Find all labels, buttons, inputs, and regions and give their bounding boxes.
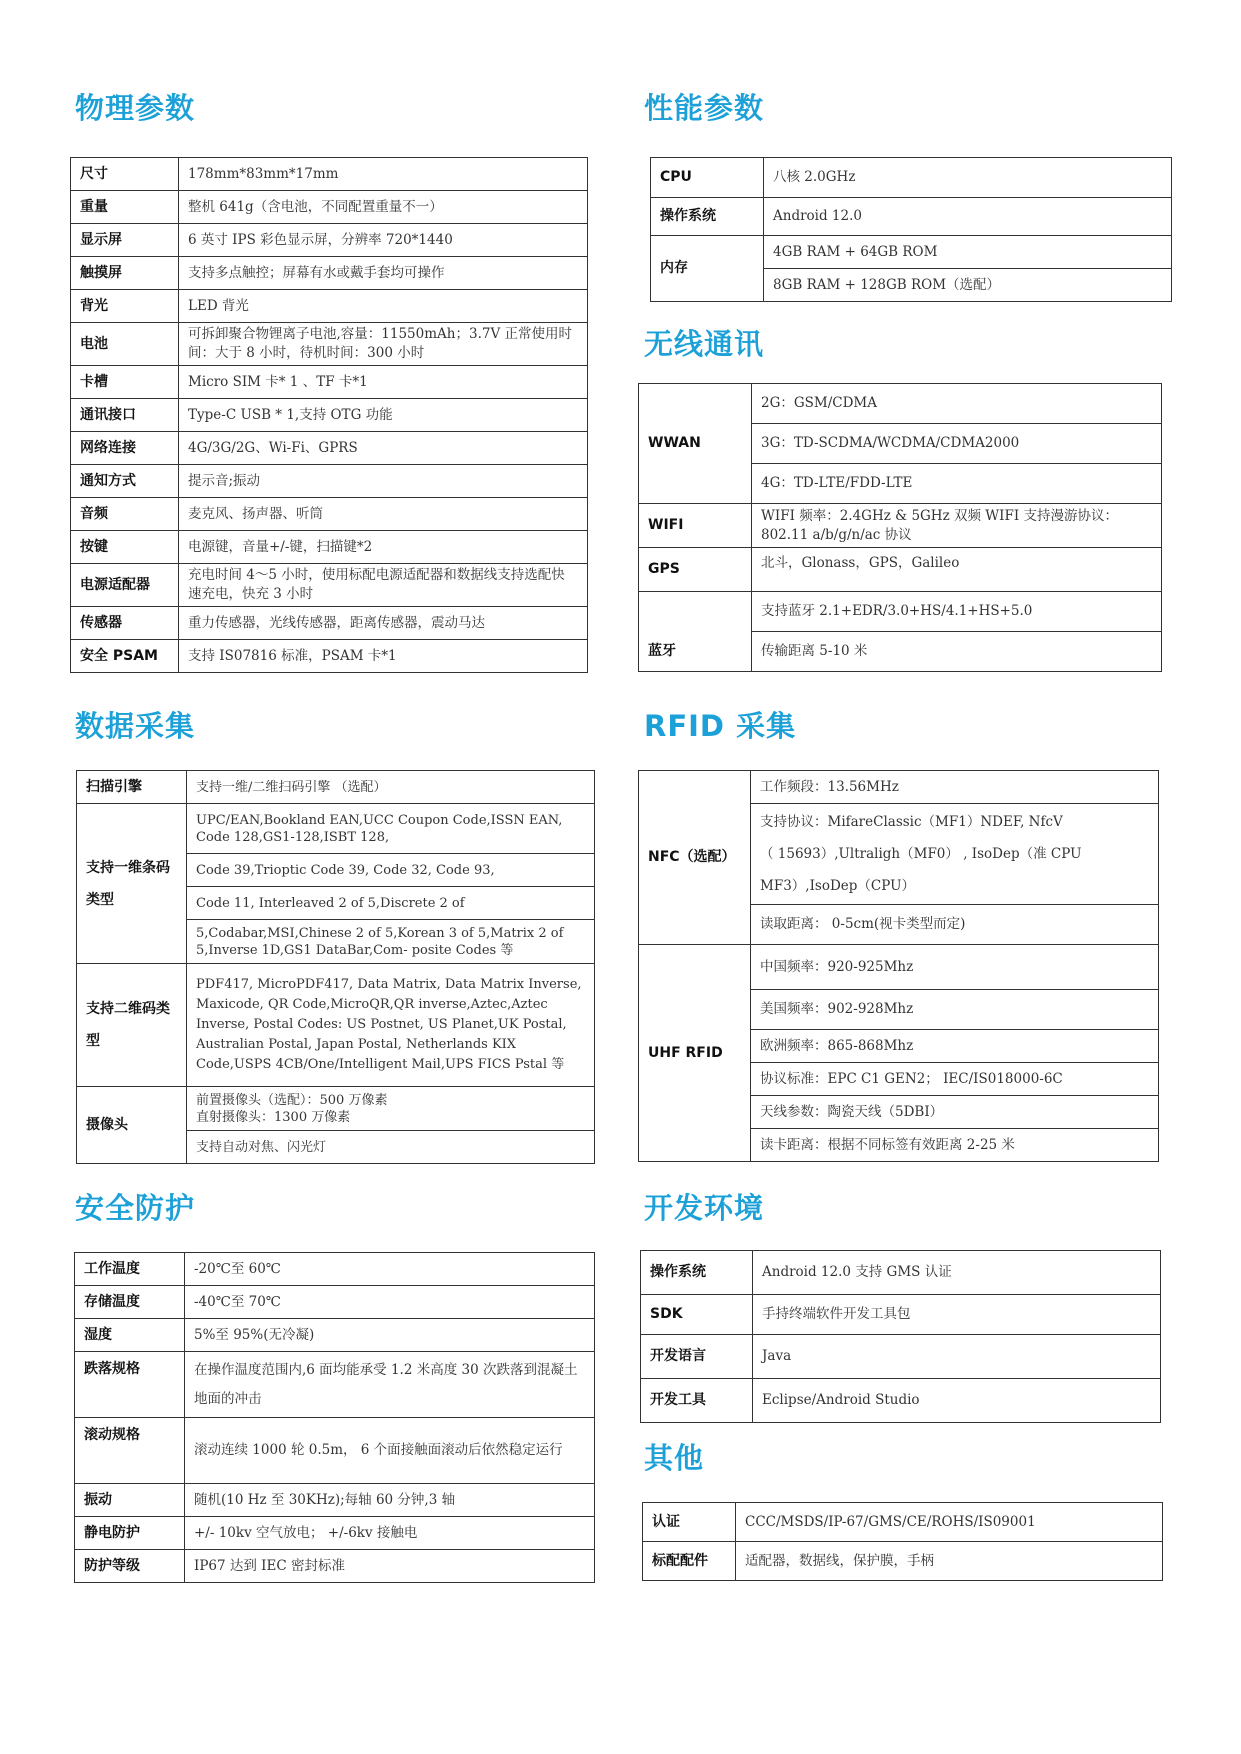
row-key: 滚动规格 [75, 1418, 185, 1484]
row-value: 读取距离： 0-5cm(视卡类型而定) [751, 905, 1159, 945]
row-value: 8GB RAM + 128GB ROM（选配） [764, 269, 1172, 302]
row-value: 2G：GSM/CDMA [752, 384, 1162, 424]
row-key: WWAN [639, 384, 752, 504]
row-key: 操作系统 [651, 198, 764, 236]
row-key: GPS [639, 548, 752, 592]
row-value: 整机 641g（含电池，不同配置重量不一） [179, 191, 588, 224]
row-key: 音频 [71, 498, 179, 531]
row-key: UHF RFID [639, 945, 751, 1162]
row-key: 尺寸 [71, 158, 179, 191]
performance-table [650, 157, 1172, 302]
row-key: 振动 [75, 1484, 185, 1517]
row-key: 卡槽 [71, 366, 179, 399]
table-row [71, 158, 588, 191]
row-value: 支持一维/二维扫码引擎 （选配） [187, 771, 595, 804]
row-key: 蓝牙 [639, 592, 752, 672]
section-title-safety: 安全防护 [75, 1191, 196, 1225]
table-row [71, 531, 588, 564]
row-key: 安全 PSAM [71, 640, 179, 673]
row-value: IP67 达到 IEC 密封标准 [185, 1550, 595, 1583]
row-key: 支持一维条码类型 [77, 804, 187, 964]
row-value [751, 804, 1159, 905]
row-value: 手持终端软件开发工具包 [753, 1295, 1161, 1335]
physical-table [70, 157, 588, 673]
row-value: 滚动连续 1000 轮 0.5m， 6 个面接触面滚动后依然稳定运行 [185, 1418, 595, 1484]
table-row [75, 1352, 595, 1418]
table-row [643, 1542, 1163, 1581]
row-key: 通讯接口 [71, 399, 179, 432]
devenv-table [640, 1250, 1161, 1423]
table-row [71, 290, 588, 323]
row-value: UPC/EAN,Bookland EAN,UCC Coupon Code,ISSN EAN, Code 128,GS1-128,ISBT 128, [187, 804, 595, 854]
row-value: CCC/MSDS/IP-67/GMS/CE/ROHS/IS09001 [736, 1503, 1163, 1542]
camera-front: 前置摄像头（选配）：500 万像素 [196, 1092, 388, 1108]
row-key: 按键 [71, 531, 179, 564]
row-value: 欧洲频率：865-868Mhz [751, 1030, 1159, 1063]
row-key: 支持二维码类型 [77, 964, 187, 1087]
table-row [75, 1418, 595, 1484]
table-row [71, 323, 588, 366]
row-value: 麦克风、扬声器、听筒 [179, 498, 588, 531]
row-value: Android 12.0 支持 GMS 认证 [753, 1251, 1161, 1295]
table-row [75, 1517, 595, 1550]
row-value: 工作频段：13.56MHz [751, 771, 1159, 804]
table-row [75, 1484, 595, 1517]
row-key: 认证 [643, 1503, 736, 1542]
row-value: 在操作温度范围内,6 面均能承受 1.2 米高度 30 次跌落到混凝土地面的冲击 [185, 1352, 595, 1418]
row-value: Code 11, Interleaved 2 of 5,Discrete 2 of [187, 887, 595, 920]
row-key: 背光 [71, 290, 179, 323]
row-key: 存储温度 [75, 1286, 185, 1319]
row-value: 4GB RAM + 64GB ROM [764, 236, 1172, 269]
row-value: +/- 10kv 空气放电； +/-6kv 接触电 [185, 1517, 595, 1550]
row-value: -20℃至 60℃ [185, 1253, 595, 1286]
table-row [71, 564, 588, 607]
row-key: NFC（选配） [639, 771, 751, 945]
row-value: 天线参数：陶瓷天线（5DBI） [751, 1096, 1159, 1129]
table-row [71, 465, 588, 498]
row-value: 读卡距离：根据不同标签有效距离 2-25 米 [751, 1129, 1159, 1162]
table-row [75, 1286, 595, 1319]
row-value: 提示音;振动 [179, 465, 588, 498]
row-value: Code 39,Trioptic Code 39, Code 32, Code 93, [187, 854, 595, 887]
safety-table [74, 1252, 595, 1583]
row-value: PDF417, MicroPDF417, Data Matrix, Data Matrix Inverse, Maxicode, QR Code,MicroQR,QR inverse,Aztec,Aztec Inverse, Postal Codes: US Postnet, US Planet,UK Postal, Australian Postal, Japan Postal, Netherlands KIX Code,USPS 4CB/One/Intelligent Mail,UPS FICS Pstal 等 [187, 964, 595, 1087]
row-value: Eclipse/Android Studio [753, 1379, 1161, 1423]
row-value: 可拆卸聚合物锂离子电池,容量：11550mAh；3.7V 正常使用时间：大于 8 小时，待机时间：300 小时 [179, 323, 588, 366]
row-value: LED 背光 [179, 290, 588, 323]
row-value: 北斗，Glonass，GPS，Galileo [752, 548, 1162, 592]
section-title-physical: 物理参数 [75, 91, 196, 125]
row-value: 支持蓝牙 2.1+EDR/3.0+HS/4.1+HS+5.0 [752, 592, 1162, 632]
row-value: 支持 IS07816 标准，PSAM 卡*1 [179, 640, 588, 673]
data-capture-table [76, 770, 595, 1164]
table-row [71, 640, 588, 673]
camera-rear: 直射摄像头：1300 万像素 [196, 1109, 351, 1125]
table-row [71, 191, 588, 224]
row-key: 通知方式 [71, 465, 179, 498]
row-value [187, 1087, 595, 1131]
row-value: Type-C USB * 1,支持 OTG 功能 [179, 399, 588, 432]
row-value: 重力传感器，光线传感器，距离传感器，震动马达 [179, 607, 588, 640]
row-value: 充电时间 4～5 小时，使用标配电源适配器和数据线支持选配快速充电，快充 3 小时 [179, 564, 588, 607]
row-value: 支持多点触控；屏幕有水或戴手套均可操作 [179, 257, 588, 290]
table-row [75, 1253, 595, 1286]
row-value: Java [753, 1335, 1161, 1379]
table-row [71, 607, 588, 640]
table-row [643, 1503, 1163, 1542]
row-value: 八核 2.0GHz [764, 158, 1172, 198]
row-value: -40℃至 70℃ [185, 1286, 595, 1319]
row-key: SDK [641, 1295, 753, 1335]
table-row [641, 1295, 1161, 1335]
row-key: CPU [651, 158, 764, 198]
row-value: 适配器，数据线，保护膜，手柄 [736, 1542, 1163, 1581]
section-title-performance: 性能参数 [644, 91, 765, 125]
row-key: 电源适配器 [71, 564, 179, 607]
row-key: 湿度 [75, 1319, 185, 1352]
row-value: Micro SIM 卡* 1 、TF 卡*1 [179, 366, 588, 399]
section-title-data-capture: 数据采集 [75, 709, 196, 743]
row-key: 工作温度 [75, 1253, 185, 1286]
row-key: 重量 [71, 191, 179, 224]
section-title-wireless: 无线通讯 [644, 327, 765, 361]
row-key: 跌落规格 [75, 1352, 185, 1418]
row-value: 随机(10 Hz 至 30KHz);每轴 60 分钟,3 轴 [185, 1484, 595, 1517]
section-title-devenv: 开发环境 [644, 1191, 765, 1225]
row-key: 内存 [651, 236, 764, 302]
row-key: 摄像头 [77, 1087, 187, 1164]
row-value: 协议标准：EPC C1 GEN2； IEC/IS018000-6C [751, 1063, 1159, 1096]
row-key: 显示屏 [71, 224, 179, 257]
table-row [641, 1335, 1161, 1379]
row-value: 5,Codabar,MSI,Chinese 2 of 5,Korean 3 of 5,Matrix 2 of 5,Inverse 1D,GS1 DataBar,Com- posite Codes 等 [187, 920, 595, 964]
table-row [641, 1379, 1161, 1423]
row-key: 操作系统 [641, 1251, 753, 1295]
table-row [641, 1251, 1161, 1295]
row-value: 电源键，音量+/-键，扫描键*2 [179, 531, 588, 564]
table-row [71, 224, 588, 257]
rfid-table [638, 770, 1159, 1162]
row-value: 4G：TD-LTE/FDD-LTE [752, 464, 1162, 504]
row-value: 中国频率：920-925Mhz [751, 945, 1159, 990]
nfc-protocol-line: 支持协议：MifareClassic（MF1）NDEF, NfcV [760, 814, 1063, 830]
row-value: 178mm*83mm*17mm [179, 158, 588, 191]
others-table [642, 1502, 1163, 1581]
row-key: 开发工具 [641, 1379, 753, 1423]
row-value: 6 英寸 IPS 彩色显示屏，分辨率 720*1440 [179, 224, 588, 257]
row-value: 支持自动对焦、闪光灯 [187, 1131, 595, 1164]
row-value: 美国频率：902-928Mhz [751, 990, 1159, 1030]
row-key: 传感器 [71, 607, 179, 640]
table-row [71, 366, 588, 399]
nfc-protocol-line: （ 15693）,Ultraligh（MF0） , IsoDep（准 CPU [760, 846, 1082, 862]
row-value: 3G：TD-SCDMA/WCDMA/CDMA2000 [752, 424, 1162, 464]
row-value: 5%至 95%(无冷凝) [185, 1319, 595, 1352]
row-key: 触摸屏 [71, 257, 179, 290]
row-key: 标配配件 [643, 1542, 736, 1581]
table-row [75, 1550, 595, 1583]
table-row [71, 432, 588, 465]
row-value: 传输距离 5-10 米 [752, 632, 1162, 672]
row-key: 电池 [71, 323, 179, 366]
section-title-others: 其他 [644, 1441, 705, 1475]
table-row [71, 399, 588, 432]
row-value: 4G/3G/2G、Wi-Fi、GPRS [179, 432, 588, 465]
row-value: WIFI 频率：2.4GHz & 5GHz 双频 WIFI 支持漫游协议：802.11 a/b/g/n/ac 协议 [752, 504, 1162, 548]
table-row [71, 498, 588, 531]
row-key: 网络连接 [71, 432, 179, 465]
table-row [75, 1319, 595, 1352]
row-key: 开发语言 [641, 1335, 753, 1379]
row-value: Android 12.0 [764, 198, 1172, 236]
row-key: 防护等级 [75, 1550, 185, 1583]
table-row [71, 257, 588, 290]
wireless-table [638, 383, 1162, 672]
row-key: WIFI [639, 504, 752, 548]
row-key: 静电防护 [75, 1517, 185, 1550]
nfc-protocol-line: MF3）,IsoDep（CPU） [760, 878, 915, 894]
section-title-rfid: RFID 采集 [644, 709, 797, 743]
row-key: 扫描引擎 [77, 771, 187, 804]
